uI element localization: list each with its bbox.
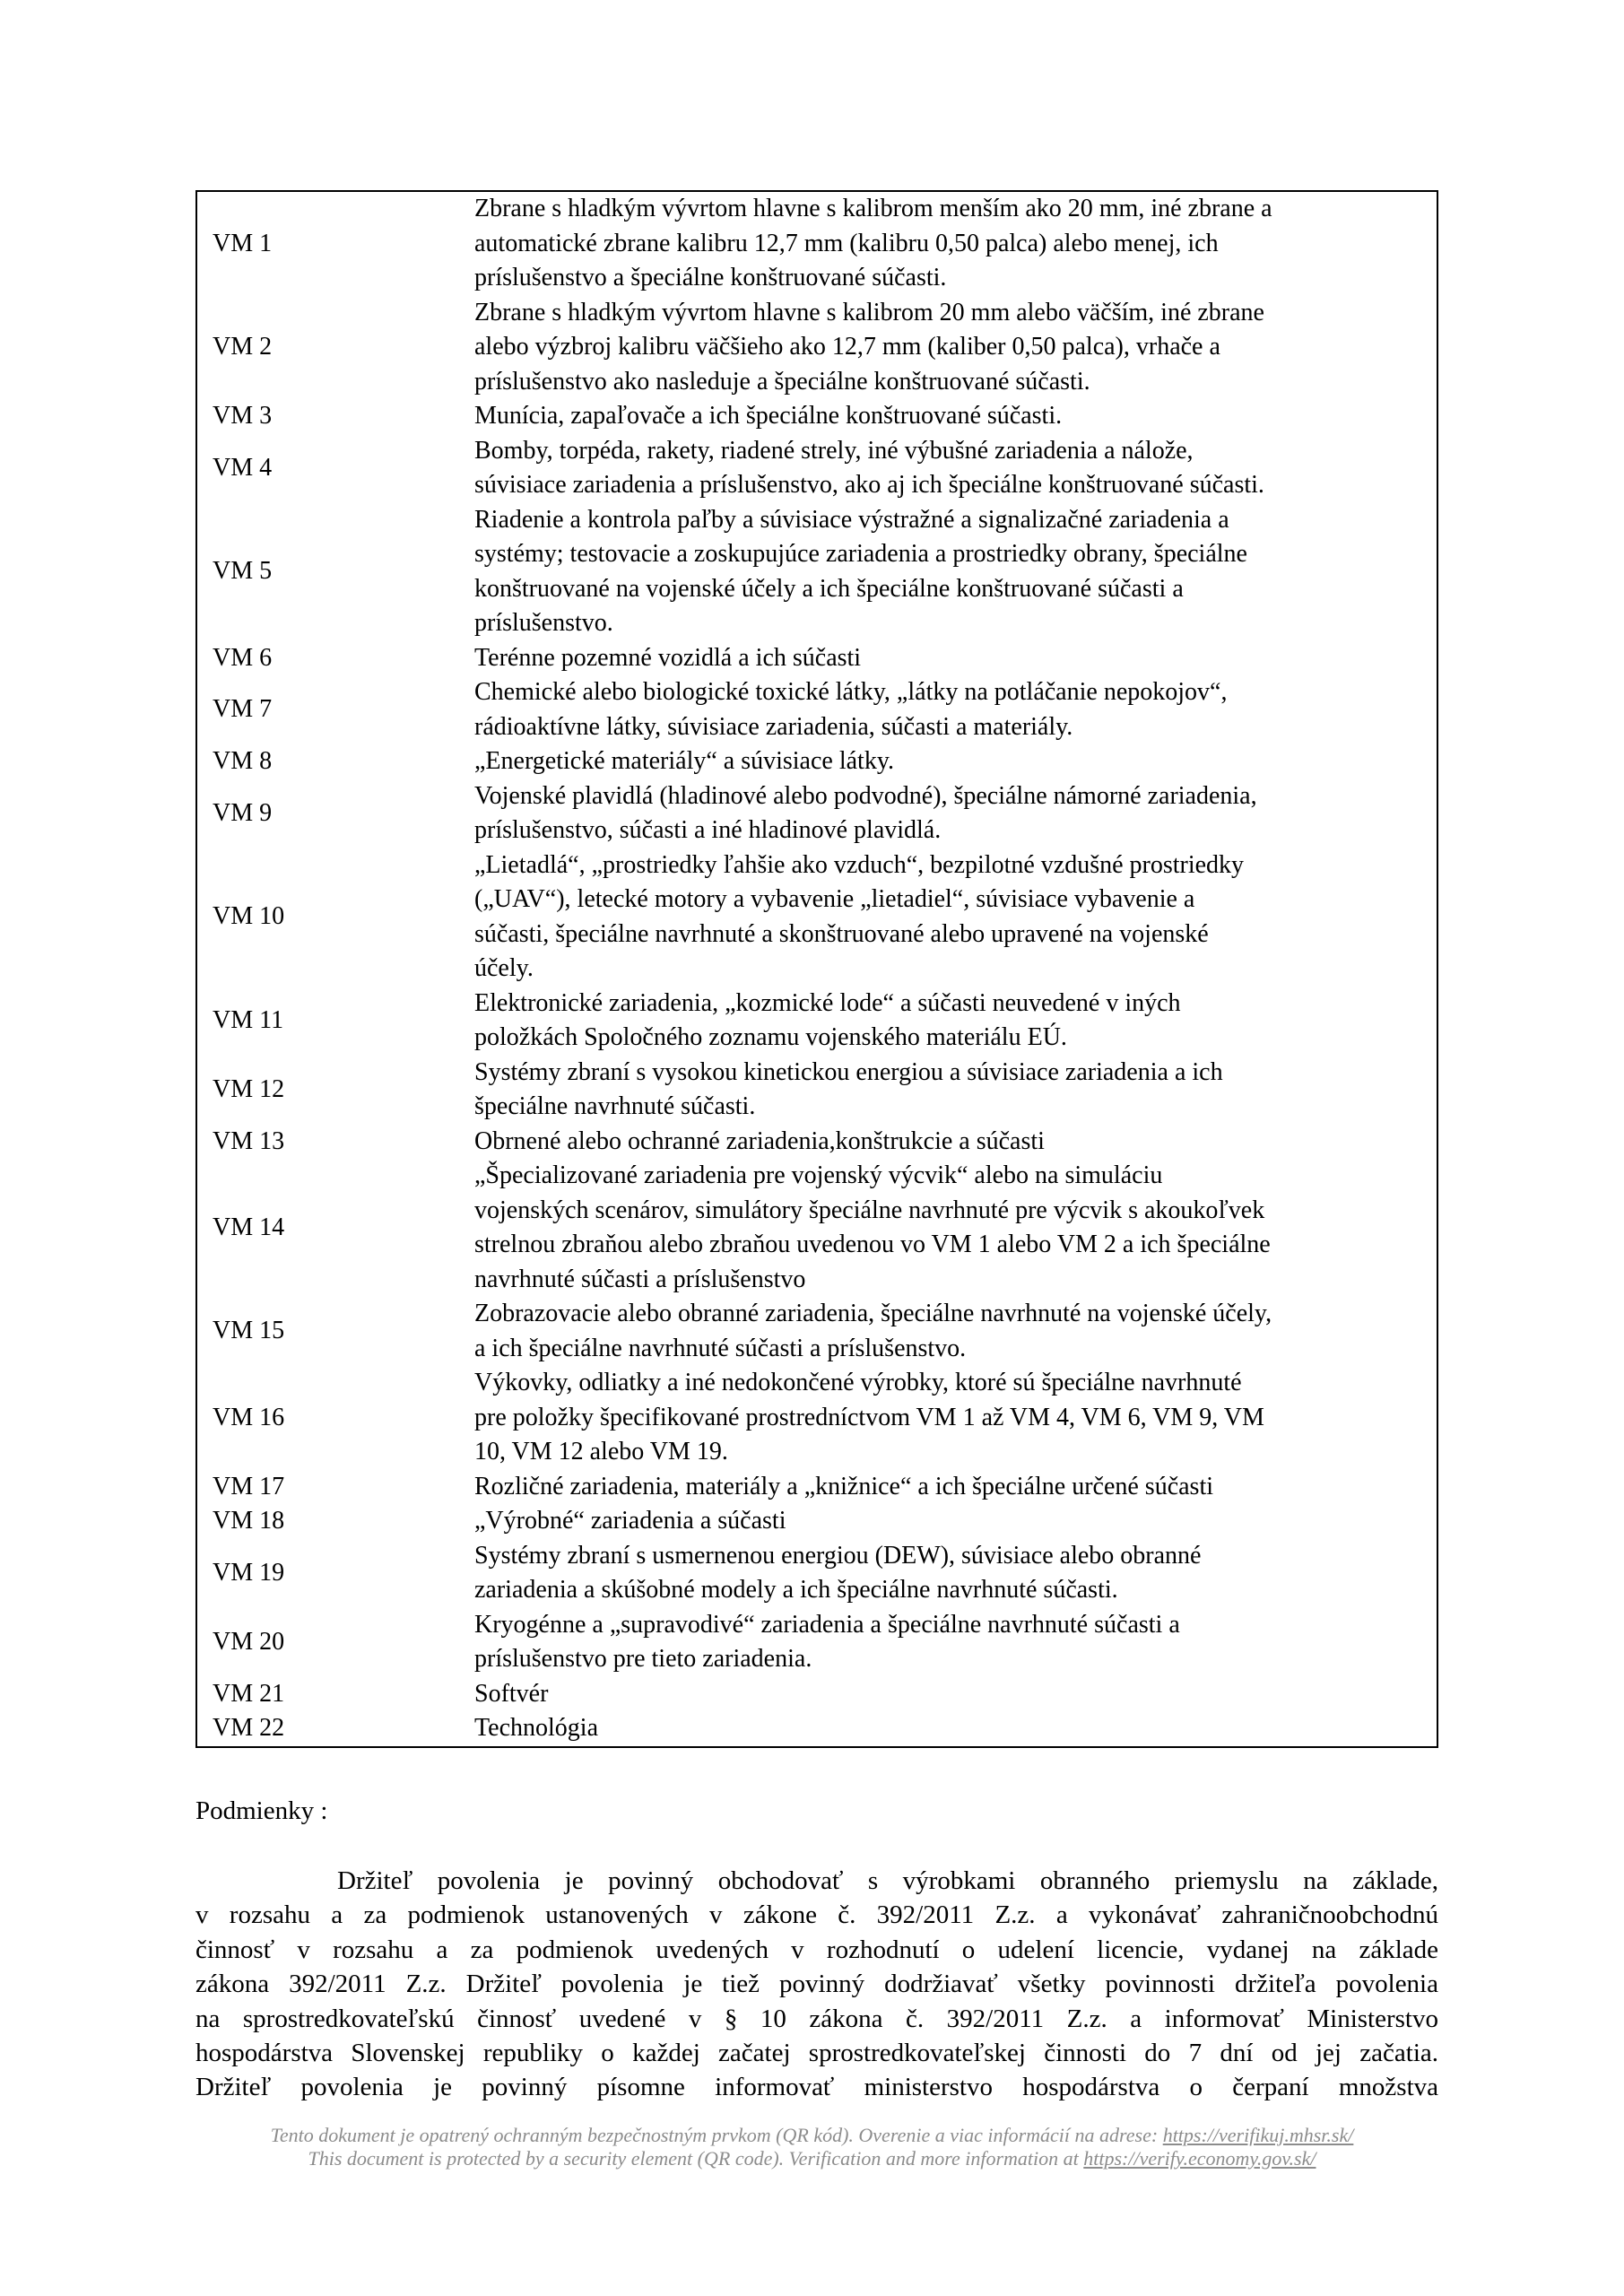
vm-code: VM 14 bbox=[213, 1213, 285, 1241]
footer-en-link[interactable]: https://verify.economy.gov.sk/ bbox=[1083, 2147, 1316, 2170]
table-row bbox=[196, 434, 1437, 503]
vm-description bbox=[474, 434, 1437, 503]
table-row bbox=[196, 399, 1437, 434]
vm-description bbox=[474, 1711, 1437, 1747]
vm-description-line: automatické zbrane kalibru 12,7 mm (kalibru 0,50 palca) alebo menej, ich bbox=[474, 229, 1219, 257]
table-row bbox=[196, 641, 1437, 676]
vm-code: VM 7 bbox=[213, 695, 273, 724]
vm-description bbox=[474, 1504, 1437, 1539]
conditions-heading: Podmienky : bbox=[195, 1796, 328, 1825]
vm-description-line: vojenských scenárov, simulátory špeciálne navrhnuté pre výcvik s akoukoľvek bbox=[474, 1196, 1265, 1224]
table-row bbox=[196, 191, 1437, 296]
vm-description bbox=[474, 675, 1437, 744]
vm-code: VM 6 bbox=[213, 643, 273, 672]
conditions-line: Držiteľ povolenia je povinný obchodovať s výrobkami obranného priemyslu na základe, bbox=[337, 1866, 1438, 1895]
vm-description-line: alebo výzbroj kalibru väčšieho ako 12,7 mm (kaliber 0,50 palca), vrhače a bbox=[474, 333, 1220, 361]
vm-description bbox=[474, 1608, 1437, 1677]
vm-description-line: súčasti, špeciálne navrhnuté a skonštruované alebo upravené na vojenské bbox=[474, 919, 1209, 948]
vm-code: VM 18 bbox=[213, 1507, 285, 1535]
vm-description-line: Systémy zbraní s usmernenou energiou (DEW), súvisiace alebo obranné bbox=[474, 1541, 1202, 1570]
vm-code: VM 16 bbox=[213, 1403, 285, 1431]
table-row bbox=[196, 1711, 1437, 1747]
vm-description-line: položkách Spoločného zoznamu vojenského materiálu EÚ. bbox=[474, 1023, 1067, 1051]
vm-code: VM 20 bbox=[213, 1627, 285, 1656]
vm-code: VM 1 bbox=[213, 229, 273, 257]
vm-description-line: Vojenské plavidlá (hladinové alebo podvodné), špeciálne námorné zariadenia, bbox=[474, 781, 1257, 810]
table-row bbox=[196, 1539, 1437, 1608]
vm-description-line: „Energetické materiály“ a súvisiace látky. bbox=[474, 747, 895, 775]
table-row bbox=[196, 1504, 1437, 1539]
vm-description-line: Riadenie a kontrola paľby a súvisiace výstražné a signalizačné zariadenia a bbox=[474, 505, 1229, 534]
conditions-line: na sprostredkovateľskú činnosť uvedené v § 10 zákona č. 392/2011 Z.z. a informovať Ministerstvo bbox=[195, 2004, 1438, 2033]
vm-code: VM 17 bbox=[213, 1472, 285, 1500]
table-row bbox=[196, 1056, 1437, 1125]
table-row bbox=[196, 987, 1437, 1056]
vm-code: VM 3 bbox=[213, 402, 273, 430]
vm-description-line: Munícia, zapaľovače a ich špeciálne konštruované súčasti. bbox=[474, 402, 1063, 430]
table-row bbox=[196, 744, 1437, 779]
vm-description-line: príslušenstvo pre tieto zariadenia. bbox=[474, 1645, 812, 1673]
conditions-line: v rozsahu a za podmienok ustanovených v zákone č. 392/2011 Z.z. a vykonávať zahraničnoobchodnú bbox=[195, 1900, 1438, 1930]
vm-description-line: Rozličné zariadenia, materiály a „knižnice“ a ich špeciálne určené súčasti bbox=[474, 1472, 1214, 1500]
vm-description-line: Elektronické zariadenia, „kozmické lode“ a súčasti neuvedené v iných bbox=[474, 988, 1181, 1017]
vm-description-line: Technológia bbox=[474, 1714, 598, 1742]
table-row bbox=[196, 779, 1437, 848]
vm-description bbox=[474, 296, 1437, 400]
vm-description-line: Bomby, torpéda, rakety, riadené strely, iné výbušné zariadenia a nálože, bbox=[474, 436, 1194, 465]
vm-description-line: navrhnuté súčasti a príslušenstvo bbox=[474, 1265, 806, 1293]
vm-description-line: špeciálne navrhnuté súčasti. bbox=[474, 1092, 756, 1120]
vm-code: VM 22 bbox=[213, 1714, 285, 1742]
vm-description-line: príslušenstvo a špeciálne konštruované súčasti. bbox=[474, 264, 947, 291]
vm-description-line: účely. bbox=[474, 954, 534, 982]
vm-description bbox=[474, 987, 1437, 1056]
vm-description bbox=[474, 779, 1437, 848]
vm-code: VM 19 bbox=[213, 1558, 285, 1587]
vm-description-line: Zbrane s hladkým vývrtom hlavne s kalibrom 20 mm alebo väčším, iné zbrane bbox=[474, 298, 1264, 326]
table-row bbox=[196, 1677, 1437, 1712]
vm-description-line: Softvér bbox=[474, 1679, 549, 1708]
conditions-line: Držiteľ povolenia je povinný písomne informovať ministerstvo hospodárstva o čerpaní množstva bbox=[195, 2073, 1438, 2102]
vm-code: VM 15 bbox=[213, 1317, 285, 1345]
vm-code: VM 2 bbox=[213, 333, 273, 361]
vm-description-line: 10, VM 12 alebo VM 19. bbox=[474, 1438, 728, 1465]
footer-en-text: This document is protected by a security element (QR code). Verification and more information at bbox=[308, 2147, 1084, 2170]
conditions-line: zákona 392/2011 Z.z. Držiteľ povolenia je tiež povinný dodržiavať všetky povinnosti držiteľa povolenia bbox=[195, 1970, 1438, 1999]
table-row bbox=[196, 296, 1437, 400]
military-items-table-body bbox=[196, 191, 1437, 1747]
footer-sk-text: Tento dokument je opatrený ochranným bezpečnostným prvkom (QR kód). Overenie a viac informácií na adrese: bbox=[270, 2124, 1163, 2146]
vm-description-line: „Lietadlá“, „prostriedky ľahšie ako vzduch“, bezpilotné vzdušné prostriedky bbox=[474, 850, 1245, 879]
table-row bbox=[196, 848, 1437, 987]
vm-description bbox=[474, 503, 1437, 641]
table-row bbox=[196, 1297, 1437, 1366]
vm-description bbox=[474, 1297, 1437, 1366]
vm-code: VM 10 bbox=[213, 902, 285, 931]
vm-description bbox=[474, 1056, 1437, 1125]
table-row bbox=[196, 1608, 1437, 1677]
vm-description bbox=[474, 1470, 1437, 1505]
vm-code: VM 21 bbox=[213, 1679, 285, 1708]
vm-description-line: systémy; testovacie a zoskupujúce zariadenia a prostriedky obrany, špeciálne bbox=[474, 540, 1247, 568]
vm-description-line: Výkovky, odliatky a iné nedokončené výrobky, ktoré sú špeciálne navrhnuté bbox=[474, 1369, 1242, 1396]
vm-description-line: strelnou zbraňou alebo zbraňou uvedenou vo VM 1 alebo VM 2 a ich špeciálne bbox=[474, 1231, 1271, 1258]
table-row bbox=[196, 1366, 1437, 1470]
table-row bbox=[196, 1159, 1437, 1297]
table-row bbox=[196, 1470, 1437, 1505]
vm-code: VM 9 bbox=[213, 798, 273, 827]
vm-description-line: „Špecializované zariadenia pre vojenský výcvik“ alebo na simuláciu bbox=[474, 1161, 1163, 1189]
vm-description bbox=[474, 848, 1437, 987]
vm-description bbox=[474, 1159, 1437, 1297]
vm-description-line: Obrnené alebo ochranné zariadenia,konštrukcie a súčasti bbox=[474, 1126, 1045, 1155]
vm-description-line: Zobrazovacie alebo obranné zariadenia, špeciálne navrhnuté na vojenské účely, bbox=[474, 1300, 1272, 1327]
vm-description-line: Systémy zbraní s vysokou kinetickou energiou a súvisiace zariadenia a ich bbox=[474, 1057, 1223, 1086]
vm-code: VM 8 bbox=[213, 747, 273, 775]
vm-description bbox=[474, 191, 1437, 296]
vm-description bbox=[474, 1125, 1437, 1160]
vm-description-line: Kryogénne a „supravodivé“ zariadenia a špeciálne navrhnuté súčasti a bbox=[474, 1610, 1180, 1639]
vm-description-line: („UAV“), letecké motory a vybavenie „lietadiel“, súvisiace vybavenie a bbox=[474, 885, 1195, 913]
table-row bbox=[196, 503, 1437, 641]
military-items-table bbox=[195, 190, 1438, 1748]
vm-description bbox=[474, 641, 1437, 676]
conditions-line: činnosť v rozsahu a za podmienok uvedených v rozhodnutí o udelení licencie, vydanej na základe bbox=[195, 1935, 1438, 1964]
vm-code: VM 12 bbox=[213, 1074, 285, 1103]
vm-description bbox=[474, 399, 1437, 434]
vm-description-line: pre položky špecifikované prostredníctvom VM 1 až VM 4, VM 6, VM 9, VM bbox=[474, 1403, 1264, 1431]
footer-verification-en bbox=[0, 2147, 1624, 2170]
vm-description-line: Terénne pozemné vozidlá a ich súčasti bbox=[474, 643, 862, 672]
vm-description-line: príslušenstvo. bbox=[474, 609, 613, 637]
vm-description bbox=[474, 1366, 1437, 1470]
vm-description-line: príslušenstvo ako nasleduje a špeciálne konštruované súčasti. bbox=[474, 367, 1090, 396]
conditions-paragraph bbox=[195, 1864, 1438, 2105]
vm-description bbox=[474, 1677, 1437, 1712]
table-row bbox=[196, 675, 1437, 744]
vm-description-line: a ich špeciálne navrhnuté súčasti a príslušenstvo. bbox=[474, 1334, 967, 1362]
footer-verification-sk bbox=[0, 2124, 1624, 2147]
vm-code: VM 13 bbox=[213, 1126, 285, 1155]
vm-description-line: príslušenstvo, súčasti a iné hladinové plavidlá. bbox=[474, 816, 942, 844]
vm-description bbox=[474, 744, 1437, 779]
vm-description-line: konštruované na vojenské účely a ich špeciálne konštruované súčasti a bbox=[474, 574, 1184, 603]
footer-sk-link[interactable]: https://verifikuj.mhsr.sk/ bbox=[1162, 2124, 1354, 2146]
vm-description bbox=[474, 1539, 1437, 1608]
vm-description-line: zariadenia a skúšobné modely a ich špeciálne navrhnuté súčasti. bbox=[474, 1576, 1118, 1604]
vm-description-line: „Výrobné“ zariadenia a súčasti bbox=[474, 1507, 786, 1535]
vm-description-line: Zbrane s hladkým vývrtom hlavne s kalibrom menším ako 20 mm, iné zbrane a bbox=[474, 195, 1272, 222]
vm-description-line: rádioaktívne látky, súvisiace zariadenia, súčasti a materiály. bbox=[474, 712, 1073, 741]
vm-code: VM 11 bbox=[213, 1005, 284, 1034]
table-row bbox=[196, 1125, 1437, 1160]
vm-code: VM 4 bbox=[213, 453, 273, 482]
vm-description-line: Chemické alebo biologické toxické látky, „látky na potláčanie nepokojov“, bbox=[474, 678, 1228, 706]
vm-code: VM 5 bbox=[213, 557, 273, 586]
vm-description-line: súvisiace zariadenia a príslušenstvo, ako aj ich špeciálne konštruované súčasti. bbox=[474, 471, 1264, 499]
conditions-line: hospodárstva Slovenskej republiky o každej začatej sprostredkovateľskej činnosti do 7 dní od jej začatia. bbox=[195, 2039, 1438, 2068]
